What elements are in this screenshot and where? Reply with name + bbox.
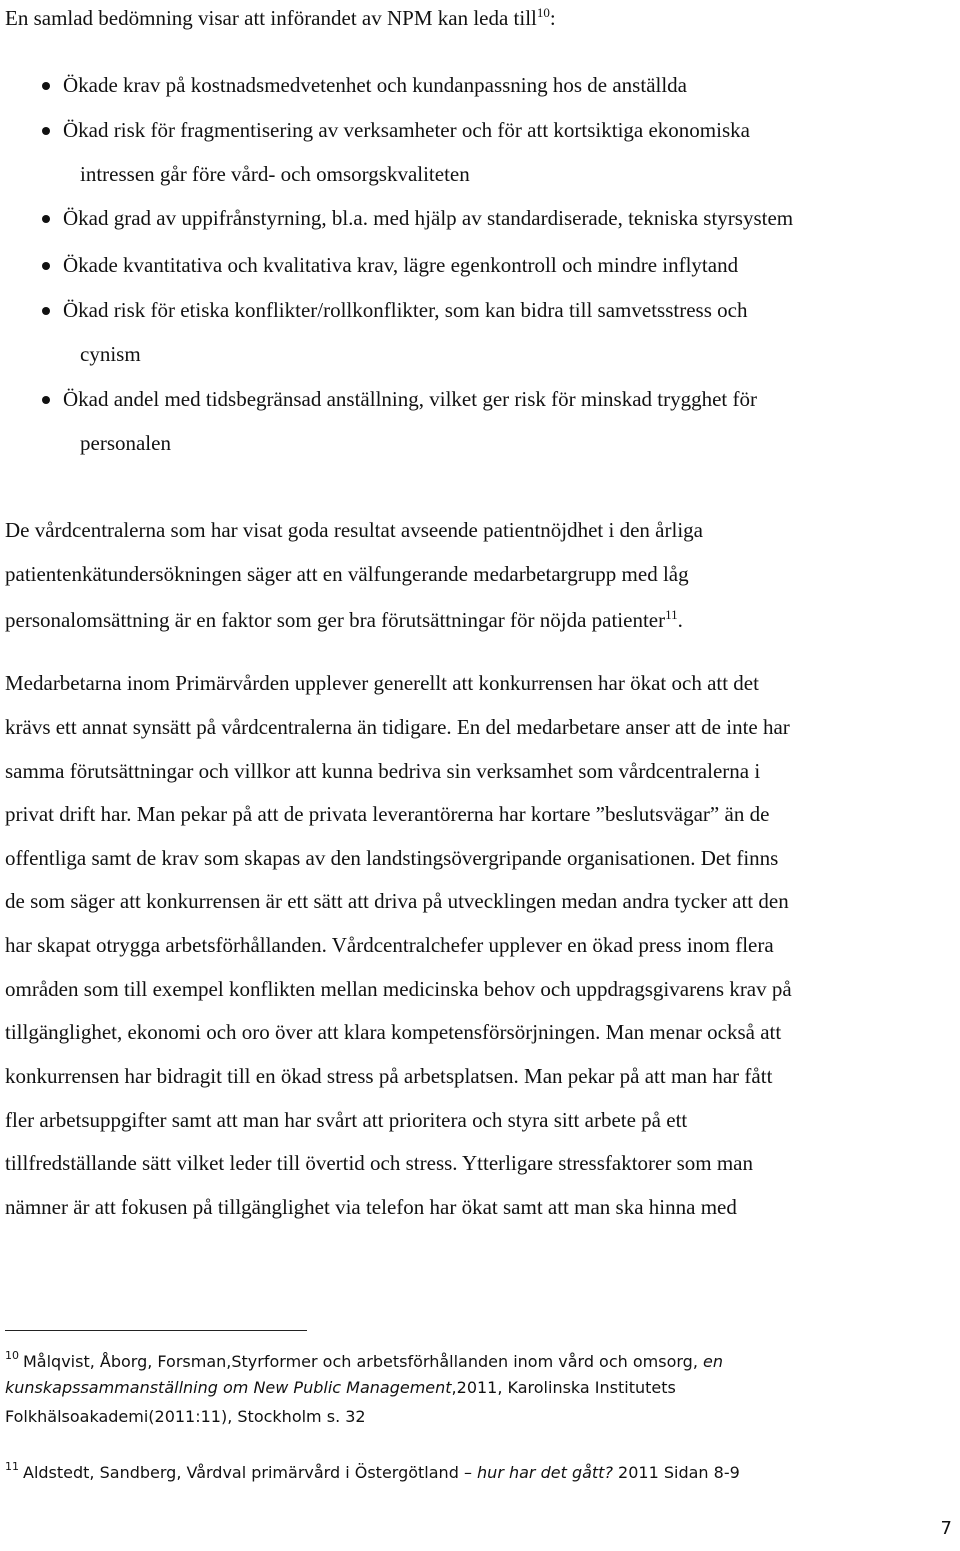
bullet-dot-icon	[42, 215, 50, 223]
paragraph-line: tillgänglighet, ekonomi och oro över att klara kompetensförsörjningen. Man menar också att	[5, 1020, 782, 1044]
footnote-ref-10[interactable]: 10	[536, 5, 550, 20]
intro-suffix: :	[549, 6, 556, 30]
footnote-line	[5, 1461, 740, 1481]
bullet-dot-icon	[42, 127, 50, 135]
paragraph-line: har skapat otrygga arbetsförhållanden. Vårdcentralchefer upplever en ökad press inom flera	[5, 933, 774, 957]
paragraph-line-last	[5, 608, 683, 631]
bullet-text-continuation: cynism	[80, 342, 141, 366]
paragraph-line: patientenkätundersökningen säger att en välfungerande medarbetargrupp med låg	[5, 562, 689, 586]
bullet-text: Ökade krav på kostnadsmedvetenhet och kundanpassning hos de anställda	[63, 73, 688, 97]
footnote-number: 11	[5, 1460, 19, 1473]
paragraph-line-text: personalomsättning är en faktor som ger bra förutsättningar för nöjda patienter	[5, 608, 666, 632]
footnote-text: Folkhälsoakademi(2011:11), Stockholm s. 32	[5, 1407, 366, 1426]
bullet-dot-icon	[42, 262, 50, 270]
paragraph-line: samma förutsättningar och villkor att kunna bedriva sin verksamhet som vårdcentralerna i	[5, 759, 761, 783]
bullet-dot-icon	[42, 82, 50, 90]
footnote-line	[5, 1380, 676, 1396]
bullet-dot-icon	[42, 396, 50, 404]
footnote-italic-text: kunskapssammanställning om New Public Management	[5, 1378, 452, 1397]
paragraph-line: De vårdcentralerna som har visat goda resultat avseende patientnöjdhet i den årliga	[5, 518, 703, 542]
footnote-number: 10	[5, 1349, 19, 1362]
footnote-italic-text: en	[703, 1352, 723, 1371]
paragraph-line: nämner är att fokusen på tillgänglighet via telefon har ökat samt att man ska hinna med	[5, 1195, 737, 1219]
footnote-text: ,2011, Karolinska Institutets	[451, 1378, 676, 1397]
intro-text: En samlad bedömning visar att införandet av NPM kan leda till	[5, 6, 537, 30]
paragraph-line: fler arbetsuppgifter samt att man har svårt att prioritera och styra sitt arbete på ett	[5, 1108, 688, 1132]
bullet-text: Ökad risk för etiska konflikter/rollkonflikter, som kan bidra till samvetsstress och	[63, 298, 748, 322]
bullet-text: Ökad andel med tidsbegränsad anställning, vilket ger risk för minskad trygghet för	[63, 387, 757, 411]
paragraph-line: offentliga samt de krav som skapas av den landstingsövergripande organisationen. Det finns	[5, 846, 779, 870]
bullet-text: Ökad grad av uppifrånstyrning, bl.a. med hjälp av standardiserade, tekniska styrsystem	[63, 206, 794, 230]
bullet-dot-icon	[42, 307, 50, 315]
bullet-text-continuation: intressen går före vård- och omsorgskvaliteten	[80, 162, 470, 186]
footnote-text: Aldstedt, Sandberg, Vårdval primärvård i Östergötland –	[23, 1463, 478, 1482]
paragraph-line: områden som till exempel konflikten mellan medicinska behov och uppdragsgivarens krav på	[5, 977, 792, 1001]
bullet-text: Ökad risk för fragmentisering av verksamheter och för att kortsiktiga ekonomiska	[63, 118, 750, 142]
intro-sentence	[5, 6, 556, 29]
footnote-line	[5, 1350, 723, 1370]
footnote-text: 2011 Sidan 8-9	[612, 1463, 740, 1482]
footnote-text: Målqvist, Åborg, Forsman,Styrformer och arbetsförhållanden inom vård och omsorg,	[23, 1352, 703, 1371]
footnote-italic-text: hur har det gått?	[477, 1463, 613, 1482]
bullet-text: Ökade kvantitativa och kvalitativa krav, lägre egenkontroll och mindre inflytand	[63, 253, 739, 277]
footnote-ref-11[interactable]: 11	[665, 607, 678, 622]
paragraph-line: konkurrensen har bidragit till en ökad stress på arbetsplatsen. Man pekar på att man har fått	[5, 1064, 773, 1088]
paragraph-line: de som säger att konkurrensen är ett sätt att driva på utvecklingen medan andra tycker att den	[5, 889, 789, 913]
paragraph-line: Medarbetarna inom Primärvården upplever generellt att konkurrensen har ökat och att det	[5, 671, 759, 695]
footnote-line	[5, 1409, 366, 1425]
paragraph-line: tillfredställande sätt vilket leder till övertid och stress. Ytterligare stressfaktorer som man	[5, 1151, 754, 1175]
paragraph-line: krävs ett annat synsätt på vårdcentralerna än tidigare. En del medarbetare anser att de inte har	[5, 715, 790, 739]
paragraph-line: privat drift har. Man pekar på att de privata leverantörerna har kortare ”beslutsvägar” än de	[5, 802, 770, 826]
footnote-separator	[5, 1330, 307, 1331]
bullet-text-continuation: personalen	[80, 431, 171, 455]
page-number: 7	[940, 1518, 952, 1539]
paragraph-suffix: .	[677, 608, 683, 632]
